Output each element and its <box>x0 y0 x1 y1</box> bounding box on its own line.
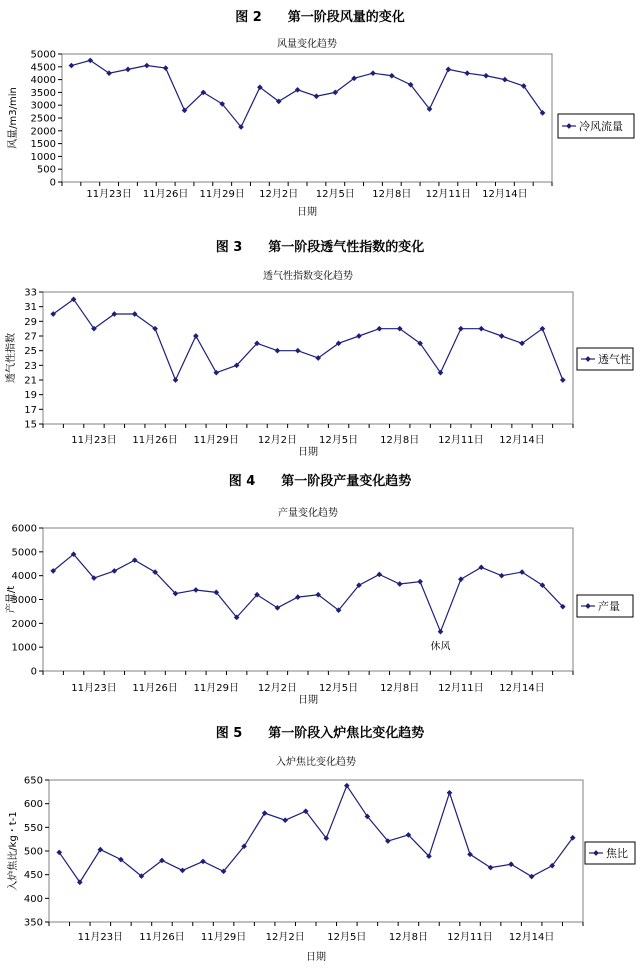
x-tick-label: 11月23日 <box>71 683 117 694</box>
data-point <box>499 333 505 339</box>
y-tick-label: 21 <box>24 375 37 387</box>
data-point <box>295 594 301 600</box>
data-point <box>438 629 444 635</box>
plot-area <box>62 54 552 182</box>
chart-title: 风量变化趋势 <box>277 39 337 50</box>
x-tick-label: 11月23日 <box>77 932 124 943</box>
x-tick-label: 12月8日 <box>372 189 412 200</box>
chart-annotation: 休风 <box>430 641 451 653</box>
data-point <box>356 333 362 339</box>
y-tick-label: 450 <box>23 870 43 882</box>
data-point <box>132 557 138 563</box>
data-point <box>213 370 219 376</box>
figure-caption-5: 图 5 第一阶段入炉焦比变化趋势 <box>215 726 425 741</box>
data-point <box>560 377 566 383</box>
data-point <box>377 572 383 578</box>
y-axis-label: 入炉焦比/kg・t-1 <box>8 811 19 891</box>
data-point <box>458 576 464 582</box>
data-point <box>173 377 179 383</box>
y-tick-label: 600 <box>23 799 43 811</box>
x-tick-label: 12月8日 <box>380 683 420 694</box>
x-tick-label: 11月26日 <box>132 683 178 694</box>
x-axis-label: 日期 <box>298 695 318 706</box>
chart-title: 入炉焦比变化趋势 <box>276 757 356 768</box>
x-tick-label: 12月2日 <box>265 932 305 943</box>
y-tick-label: 500 <box>23 846 43 858</box>
legend-label: 产量 <box>598 600 620 613</box>
y-tick-label: 500 <box>36 164 56 176</box>
x-tick-label: 12月2日 <box>259 189 299 200</box>
x-tick-label: 12月14日 <box>508 932 555 943</box>
data-point <box>458 326 464 332</box>
figure-caption-2: 图 2 第一阶段风量的变化 <box>235 10 405 25</box>
x-tick-label: 11月26日 <box>139 932 185 943</box>
data-point <box>295 87 301 93</box>
y-tick-label: 350 <box>23 917 43 929</box>
y-tick-label: 5000 <box>30 49 56 61</box>
data-point <box>478 564 484 570</box>
y-tick-label: 25 <box>24 346 37 358</box>
data-point <box>163 65 169 71</box>
y-tick-label: 17 <box>24 404 37 416</box>
data-point <box>193 333 199 339</box>
data-point <box>112 568 118 574</box>
series-line <box>53 299 563 380</box>
data-point <box>262 810 268 816</box>
y-tick-label: 1000 <box>30 151 56 163</box>
data-point <box>464 70 470 76</box>
data-point <box>200 859 206 865</box>
x-tick-label: 12月5日 <box>327 932 367 943</box>
data-point <box>69 63 75 69</box>
plot-area <box>43 528 573 671</box>
y-tick-label: 400 <box>23 893 43 905</box>
y-tick-label: 27 <box>24 331 37 343</box>
data-point <box>446 67 452 73</box>
x-tick-label: 12月11日 <box>438 683 484 694</box>
airflow-chart <box>0 30 640 230</box>
coke-ratio-chart <box>0 748 640 971</box>
x-tick-label: 11月23日 <box>71 435 117 446</box>
x-axis-label: 日期 <box>306 952 326 963</box>
y-tick-label: 1000 <box>11 642 37 654</box>
x-tick-label: 12月8日 <box>380 435 420 446</box>
y-tick-label: 2500 <box>30 113 56 125</box>
y-tick-label: 4000 <box>30 75 56 87</box>
data-point <box>508 861 514 867</box>
y-axis-label: 风量/m3/min <box>8 87 19 149</box>
y-tick-label: 19 <box>24 390 37 402</box>
y-tick-label: 0 <box>49 177 56 189</box>
data-point <box>478 326 484 332</box>
y-tick-label: 0 <box>30 666 37 678</box>
chart-title: 透气性指数变化趋势 <box>263 271 353 282</box>
y-tick-label: 33 <box>24 287 37 299</box>
x-axis-label: 日期 <box>297 207 317 218</box>
y-tick-label: 3500 <box>30 87 56 99</box>
data-point <box>144 63 150 69</box>
x-axis-label: 日期 <box>298 447 318 458</box>
x-tick-label: 11月29日 <box>200 932 247 943</box>
legend-label: 透气性 <box>598 353 631 366</box>
y-tick-label: 4500 <box>30 62 56 74</box>
plot-area <box>43 292 573 424</box>
y-axis-label: 透气性指数 <box>6 333 17 383</box>
y-tick-label: 29 <box>24 316 37 328</box>
x-tick-label: 11月26日 <box>132 435 178 446</box>
y-tick-label: 1500 <box>30 139 56 151</box>
data-point <box>275 348 281 354</box>
y-tick-label: 3000 <box>30 100 56 112</box>
chart-title: 产量变化趋势 <box>278 508 338 519</box>
y-tick-label: 2000 <box>30 126 56 138</box>
y-tick-label: 3000 <box>11 595 37 606</box>
figure-caption-3: 图 3 第一阶段透气性指数的变化 <box>215 240 425 255</box>
data-point <box>295 348 301 354</box>
series-line <box>53 554 563 631</box>
x-tick-label: 12月5日 <box>315 189 355 200</box>
data-point <box>389 73 395 79</box>
x-tick-label: 12月2日 <box>257 435 297 446</box>
output-chart <box>0 498 640 716</box>
data-point <box>314 93 320 99</box>
x-tick-label: 12月8日 <box>388 932 428 943</box>
data-point <box>483 73 489 79</box>
data-point <box>529 874 535 880</box>
x-tick-label: 12月5日 <box>319 435 359 446</box>
x-tick-label: 12月14日 <box>482 189 528 200</box>
data-point <box>397 581 403 587</box>
x-tick-label: 12月11日 <box>447 932 493 943</box>
legend-label: 焦比 <box>606 847 628 860</box>
data-point <box>180 868 186 874</box>
y-tick-label: 550 <box>23 822 43 834</box>
y-tick-label: 4000 <box>11 571 37 583</box>
x-tick-label: 11月26日 <box>142 189 189 200</box>
x-tick-label: 12月11日 <box>425 189 472 200</box>
y-tick-label: 5000 <box>11 547 37 559</box>
permeability-chart <box>0 262 640 462</box>
x-tick-label: 11月29日 <box>193 435 239 446</box>
data-point <box>417 579 423 585</box>
y-tick-label: 6000 <box>11 523 37 535</box>
data-point <box>502 77 508 83</box>
series-line <box>59 786 572 883</box>
y-tick-label: 31 <box>24 302 37 314</box>
series-line <box>71 60 542 127</box>
x-tick-label: 12月14日 <box>499 435 545 446</box>
plot-area <box>49 780 583 922</box>
x-tick-label: 11月29日 <box>193 683 239 694</box>
y-tick-label: 650 <box>23 775 43 787</box>
x-tick-label: 12月14日 <box>499 683 545 694</box>
data-point <box>125 67 131 73</box>
y-axis-label: 产量/t <box>6 585 17 614</box>
data-point <box>98 847 104 853</box>
x-tick-label: 12月11日 <box>438 435 484 446</box>
y-tick-label: 23 <box>24 360 37 372</box>
data-point <box>282 817 288 823</box>
x-tick-label: 12月2日 <box>257 683 297 694</box>
y-tick-label: 2000 <box>11 618 37 630</box>
x-tick-label: 11月23日 <box>86 189 132 200</box>
y-tick-label: 15 <box>24 419 37 431</box>
data-point <box>370 70 376 76</box>
data-point <box>377 326 383 332</box>
data-point <box>499 573 505 579</box>
data-point <box>193 587 199 593</box>
x-tick-label: 11月29日 <box>199 189 245 200</box>
data-point <box>447 790 453 796</box>
figure-caption-4: 图 4 第一阶段产量变化趋势 <box>228 474 412 489</box>
x-tick-label: 12月5日 <box>319 683 359 694</box>
legend-label: 冷风流量 <box>579 120 623 133</box>
